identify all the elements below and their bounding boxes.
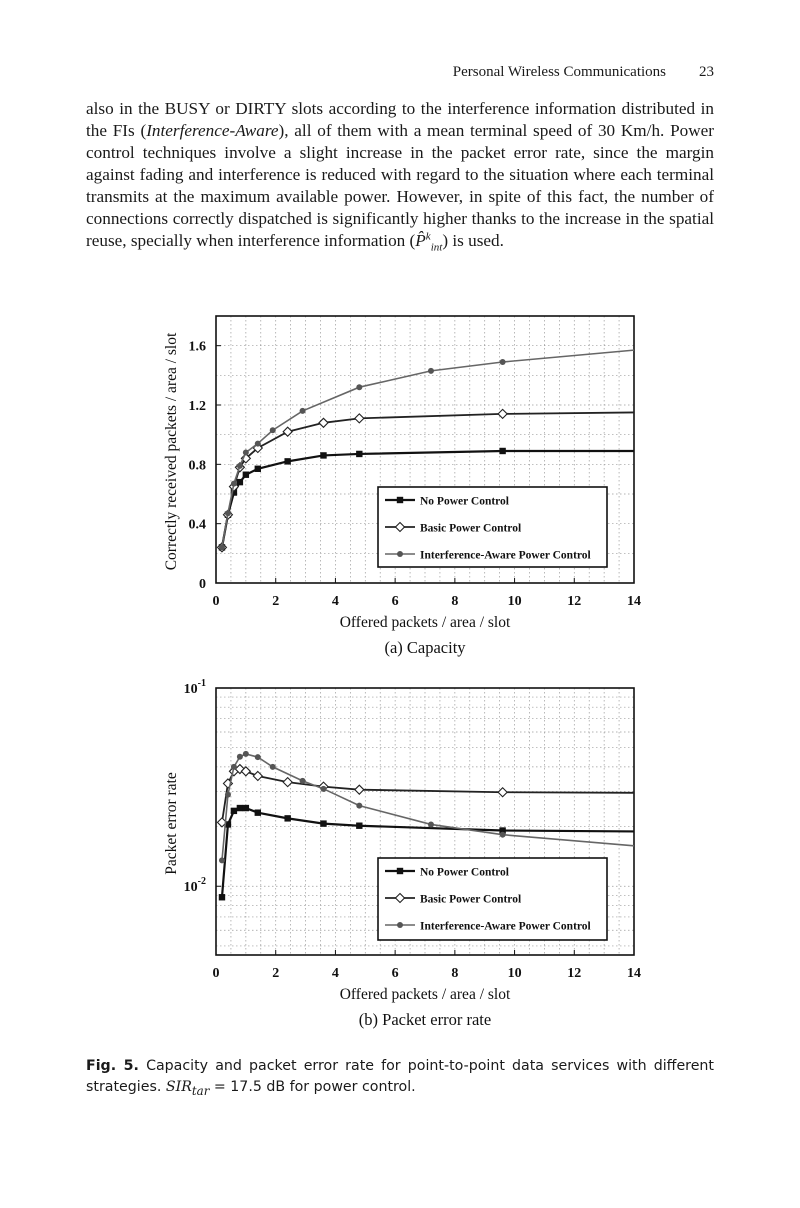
data-point	[500, 832, 506, 838]
x-tick-label: 4	[331, 966, 339, 981]
figure-caption	[86, 1056, 714, 1102]
caption-text-2: = 17.5 dB for power control.	[213, 1079, 416, 1095]
x-tick-label: 12	[567, 966, 582, 981]
legend-marker	[397, 497, 403, 503]
legend-marker	[397, 868, 403, 874]
x-tick-label: 6	[391, 966, 399, 981]
data-point	[428, 368, 434, 374]
legend-label: No Power Control	[420, 866, 510, 879]
math-base: P̂	[415, 231, 426, 250]
math-sup: k	[425, 230, 431, 243]
data-point	[284, 458, 290, 464]
body-text-3: ) is used.	[442, 231, 504, 250]
math-p-hat	[415, 230, 443, 254]
running-header	[86, 64, 714, 86]
legend-label: Interference-Aware Power Control	[420, 920, 591, 933]
y-axis-label: Packet error rate	[163, 772, 180, 875]
data-point	[237, 805, 243, 811]
x-tick-label: 8	[451, 594, 459, 609]
running-title: Personal Wireless Communications	[452, 64, 666, 80]
legend-label: Interference-Aware Power Control	[420, 549, 591, 562]
figure-label: Fig. 5.	[86, 1058, 139, 1074]
legend-label: Basic Power Control	[420, 522, 522, 535]
data-point	[237, 754, 243, 760]
y-axis-label: Correctly received packets / area / slot	[163, 332, 180, 571]
body-paragraph	[86, 98, 714, 252]
data-point	[500, 359, 506, 365]
x-tick-label: 6	[391, 594, 399, 609]
data-point	[356, 823, 362, 829]
data-point	[225, 510, 231, 516]
capacity-chart	[0, 300, 800, 662]
data-point	[320, 820, 326, 826]
x-tick-label: 10	[507, 966, 522, 981]
x-tick-label: 14	[627, 594, 641, 609]
data-point	[355, 785, 364, 794]
subfigure-caption: (b) Packet error rate	[358, 1010, 492, 1029]
data-point	[255, 754, 261, 760]
data-point	[356, 451, 362, 457]
math-sub: int	[430, 241, 443, 254]
x-axis-label: Offered packets / area / slot	[339, 614, 511, 631]
x-tick-label: 10	[507, 594, 522, 609]
data-point	[219, 544, 225, 550]
x-tick-label: 4	[331, 594, 339, 609]
caption-math	[165, 1079, 210, 1098]
x-axis-label: Offered packets / area / slot	[339, 986, 511, 1003]
caption-math-base: SIR	[165, 1079, 192, 1095]
data-point	[319, 418, 328, 427]
x-tick-label: 12	[567, 594, 582, 609]
x-tick-label: 0	[212, 594, 220, 609]
y-tick-label: 1.6	[188, 339, 206, 355]
body-text-2: ), all of them with a mean terminal speed of 30 Km/h. Power control techniques involve a slight increase in the packet error rate, since the margin against fading and interference is reduced with regard to the situation where each terminal transmits at the maximum available power. However, in spite of this fact, the number of connections correctly dispatched is significantly higher thanks to the increase in the spatial reuse, specially when interference information (	[86, 121, 715, 250]
data-point	[243, 805, 249, 811]
packet-error-rate-chart	[0, 672, 800, 1034]
data-point	[255, 809, 261, 815]
caption-text: Capacity and packet error rate for point-to-point data services with different strategies.	[86, 1058, 714, 1095]
x-tick-label: 14	[627, 966, 641, 981]
data-point	[231, 481, 237, 487]
legend-marker	[397, 551, 403, 557]
data-point	[255, 441, 261, 447]
series-dot	[219, 751, 634, 863]
data-point	[225, 792, 231, 798]
data-point	[219, 894, 225, 900]
data-point	[219, 857, 225, 863]
legend-marker	[397, 922, 403, 928]
data-point	[284, 815, 290, 821]
legend	[378, 858, 607, 940]
body-text-1: also in the BUSY or DIRTY slots according to the interference information distributed in the FIs (	[86, 99, 714, 140]
page-number: 23	[699, 64, 714, 80]
y-tick-label: 0.8	[188, 458, 206, 474]
legend-label: Basic Power Control	[420, 893, 522, 906]
x-tick-label: 2	[272, 594, 280, 609]
y-tick-label: $10^{-1}$	[183, 678, 206, 697]
series-line	[222, 754, 634, 860]
y-tick-label: 1.2	[188, 399, 206, 414]
y-tick-label: 0.4	[188, 517, 206, 533]
data-point	[231, 808, 237, 814]
y-tick-label: $10^{-2}$	[183, 876, 206, 896]
legend	[378, 487, 607, 567]
data-point	[320, 786, 326, 792]
caption-math-sub: tar	[191, 1083, 210, 1098]
data-point	[428, 821, 434, 827]
data-point	[499, 448, 505, 454]
legend-label: No Power Control	[420, 495, 510, 508]
x-tick-label: 2	[272, 966, 280, 981]
data-point	[300, 778, 306, 784]
data-point	[270, 427, 276, 433]
data-point	[243, 472, 249, 478]
x-tick-label: 8	[451, 966, 459, 981]
series-line	[222, 769, 634, 822]
y-tick-label: 0	[199, 577, 206, 592]
data-point	[356, 384, 362, 390]
data-point	[300, 408, 306, 414]
data-point	[243, 449, 249, 455]
data-point	[356, 803, 362, 809]
data-point	[237, 479, 243, 485]
data-point	[355, 414, 364, 423]
body-text-italic: Interference-Aware	[146, 121, 279, 140]
data-point	[270, 764, 276, 770]
data-point	[255, 466, 261, 472]
data-point	[243, 751, 249, 757]
data-point	[237, 463, 243, 469]
x-tick-label: 0	[212, 966, 220, 981]
subfigure-caption: (a) Capacity	[384, 638, 466, 657]
data-point	[231, 764, 237, 770]
data-point	[320, 452, 326, 458]
